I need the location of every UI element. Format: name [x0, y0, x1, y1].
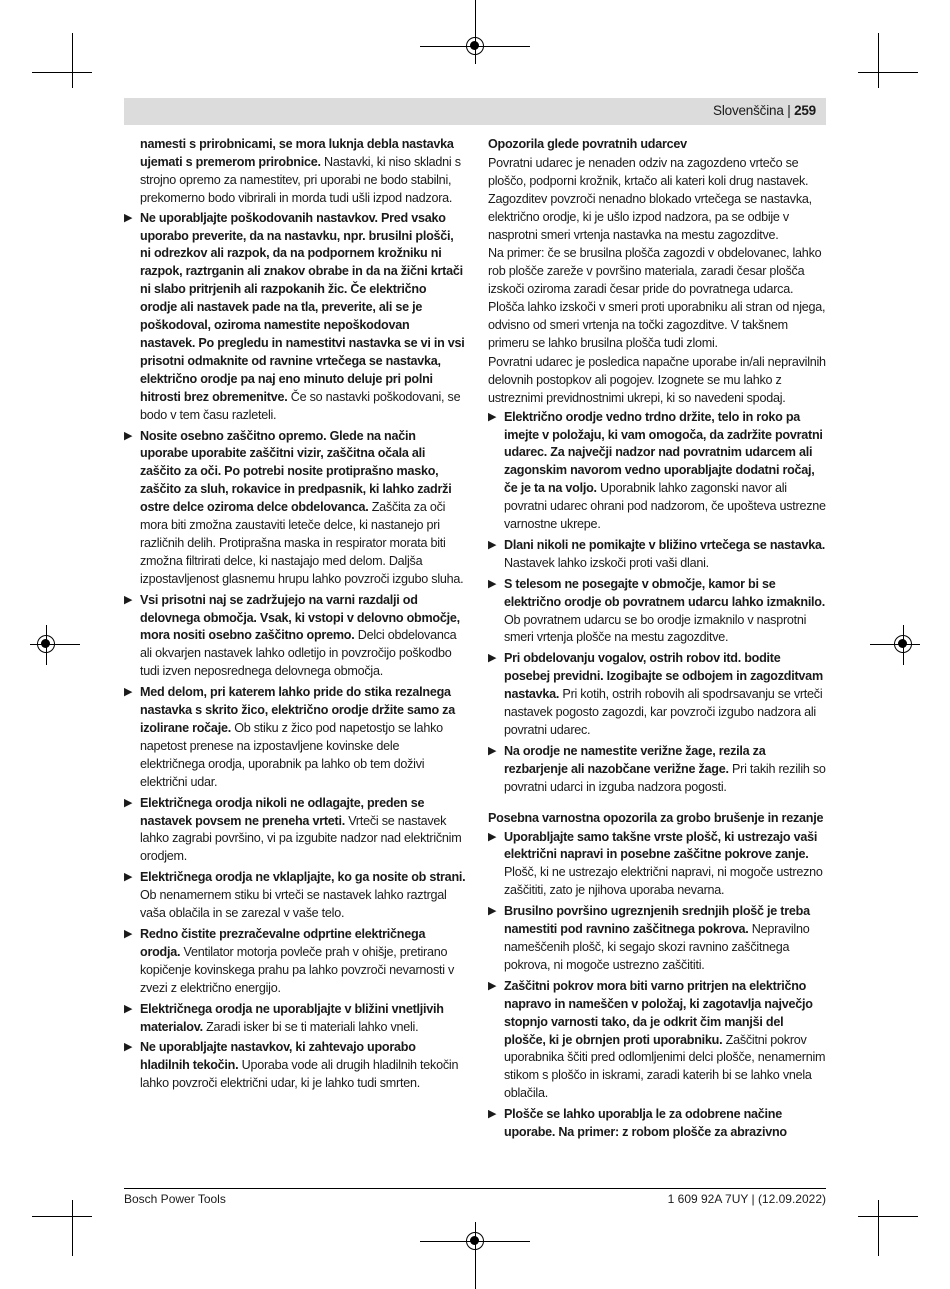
bullet-body-text: Uporaba vode ali drugih hladilnih tekočin lahko povzroči električni udar, ki je lahko tudi smrten. [140, 1058, 459, 1091]
bullet-arrow-icon: ▶ [124, 429, 133, 442]
bullet-bold-text: Pri obdelovanju vogalov, ostrih robov itd. bodite posebej previdni. Izogibajte se odbojem in zagozditvam nastavka. [504, 651, 823, 702]
page-number: 259 [794, 103, 816, 118]
crop-mark [72, 33, 73, 88]
bullet-body-text: Vrteči se nastavek lahko zagrabi površino, vi pa izgubite nadzor nad električnim orodjem. [140, 813, 462, 864]
bullet-arrow-icon: ▶ [124, 871, 133, 884]
crop-mark [72, 1200, 73, 1256]
bullet-body-text: Zaščita za oči mora biti zmožna zaustaviti leteče delce, ki nastanejo pri različnih delih. Protiprašna maska in respirator morata biti zmožna filtrirati delce, ki nastajajo med delom. Daljša izpostavljenost glasnemu hrupu lahko povzroči izgubo sluha. [140, 500, 464, 586]
bullet-arrow-icon: ▶ [488, 577, 497, 590]
bullet-bold-text: Brusilno površino ugreznjenih srednjih plošč je treba namestiti pod ravnino zaščitnega pokrova. [504, 904, 810, 937]
body-paragraph: Povratni udarec je posledica napačne uporabe in/ali nepravilnih delovnih postopkov ali pogojev. Izognete se mu lahko z ustreznimi previdnostnimi ukrepi, ki so navedeni spodaj. [488, 354, 826, 405]
bullet-arrow-icon: ▶ [124, 796, 133, 809]
bullet-bold-text: Ne uporabljajte poškodovanih nastavkov. Pred vsako uporabo preverite, da na nastavku, npr. brusilni plošči, ni odrezkov ali razpok, da na podpornem krožniku ni razpok, raztrganin ali znakov obrabe in da na žični krtači ni slabo pritrjenih ali razpokanih žic. Če električno orodje ali nastavek pade na tla, preverite, ali se je poškodoval, oziroma namestite nepoškodovan nastavek. Po pregledu in namestitvi nastavka se vi in vsi prisotni odmaknite od ravnine vrtečega se nastavka, električno orodje pa naj eno minuto deluje pri polni hitrosti brez obremenitve. [140, 210, 465, 404]
bullet-item [124, 926, 466, 998]
bullet-item [488, 537, 828, 573]
bullet-body-text: Ventilator motorja povleče prah v ohišje, pretirano kopičenje kovinskega prahu pa lahko povzroči nevarnosti v zvezi z električno energijo. [140, 944, 455, 995]
continuation-paragraph [140, 136, 466, 208]
bullet-body-text: Pri takih rezilih so povratni udarci in izguba nadzora pogosti. [504, 761, 826, 794]
bullet-item [124, 210, 466, 425]
bullet-body-text: Uporabnik lahko zagonski navor ali povratni udarec ohrani pod nadzorom, če upošteva ustrezne varnostne ukrepe. [504, 481, 826, 532]
bullet-arrow-icon: ▶ [124, 1041, 133, 1054]
bullet-arrow-icon: ▶ [124, 927, 133, 940]
bullet-arrow-icon: ▶ [488, 1108, 497, 1121]
bullet-bold-text: Zaščitni pokrov mora biti varno pritrjen na električno napravo in nameščen v položaj, ki zagotavlja največjo stopnjo varnosti tako, da je odkrit čim manjši del plošče, ki je obrnjen proti uporabniku. [504, 978, 813, 1047]
bullet-item [488, 1106, 828, 1142]
section-heading: Posebna varnostna opozorila za grobo brušenje in rezanje [488, 810, 824, 825]
bullet-bold-text: Na orodje ne namestite verižne žage, rezila za rezbarjenje ali nazobčane verižne žage. [504, 743, 766, 776]
registration-target-icon [466, 1232, 484, 1250]
bullet-item [488, 903, 828, 975]
bullet-arrow-icon: ▶ [488, 744, 497, 757]
bullet-body-text: Če so nastavki poškodovani, se bodo v tem času razleteli. [140, 389, 461, 422]
bullet-body-text: Ob stiku z žico pod napetostjo se lahko napetost prenese na izpostavljene kovinske dele električnega orodja, uporabnik pa lahko ob tem doživi električni udar. [140, 721, 443, 789]
crop-mark [858, 72, 918, 73]
bullet-arrow-icon: ▶ [488, 538, 497, 551]
bullet-item [488, 650, 828, 740]
bullet-arrow-icon: ▶ [488, 410, 497, 423]
registration-target-icon [894, 635, 912, 653]
bullet-item [488, 576, 828, 648]
bullet-bold-text: Ne uporabljajte nastavkov, ki zahtevajo uporabo hladilnih tekočin. [140, 1040, 416, 1073]
registration-target-icon [37, 635, 55, 653]
crop-mark [32, 1216, 92, 1217]
bullet-item [124, 684, 466, 791]
bullet-item [488, 978, 828, 1103]
footer-doc-id: 1 609 92A 7UY | (12.09.2022) [667, 1192, 826, 1206]
bullet-arrow-icon: ▶ [488, 979, 497, 992]
header-language: Slovenščina [713, 103, 784, 118]
bullet-item [124, 428, 466, 589]
bullet-bold-text: Dlani nikoli ne pomikajte v bližino vrtečega se nastavka. [504, 537, 826, 552]
bullet-arrow-icon: ▶ [124, 1002, 133, 1015]
bullet-bold-text: Električnega orodja nikoli ne odlagajte, preden se nastavek povsem ne preneha vrteti. [140, 795, 425, 828]
bullet-body-text: Delci obdelovanca ali okvarjen nastavek lahko odletijo in povzročijo poškodbo tudi izven neposrednega delovnega območja. [140, 628, 457, 679]
bullet-bold-text: Električno orodje vedno trdno držite, telo in roko pa imejte v položaju, ki vam omogoča, da zadržite povratni udarec. Za največji nadzor nad povratnim udarcem ali zagonskim navorom vedno uporabljajte dodatni ročaj, če je ta na voljo. [504, 409, 823, 496]
bullet-bold-text: S telesom ne posegajte v območje, kamor bi se električno orodje ob povratnem udarcu lahko izmaknilo. [504, 576, 826, 609]
crop-mark [878, 1200, 879, 1256]
crop-mark [858, 1216, 918, 1217]
bullet-body-text: Pri kotih, ostrih robovih ali spodrsavanju se vrteči nastavek pogosto zagozdi, kar povzroči izgubo nadzora ali povratni udarec. [504, 687, 823, 737]
bullet-arrow-icon: ▶ [488, 905, 497, 918]
footer-brand: Bosch Power Tools [124, 1192, 226, 1206]
bullet-bold-text: Vsi prisotni naj se zadržujejo na varni razdalji od delovnega območja. Vsak, ki vstopi v delovno območje, mora nositi osebno zaščitno opremo. [140, 592, 460, 643]
bullet-body-text: Nastavek lahko izskoči proti vaši dlani. [504, 555, 709, 570]
left-column [124, 136, 466, 1096]
bullet-arrow-icon: ▶ [124, 211, 133, 224]
page-header [124, 98, 826, 125]
bullet-body-text: Nepravilno nameščenih plošč, ki segajo skozi ravnino zaščitnega pokrova, ni mogoče ustrezno zaščititi. [504, 922, 810, 972]
bullet-arrow-icon: ▶ [488, 652, 497, 665]
bullet-item [124, 869, 466, 923]
footer-rule [124, 1188, 826, 1189]
body-text: Nastavki, ki niso skladni s strojno opremo za namestitev, pri uporabi ne bodo stabilni, prekomerno bodo vibrirali in morda tudi ušli izpod nadzora. [140, 154, 461, 205]
section-heading: Opozorila glede povratnih udarcev [488, 137, 687, 151]
bullet-bold-text: Električnega orodja ne vklapljajte, ko ga nosite ob strani. [140, 870, 466, 885]
bullet-bold-text: Električnega orodja ne uporabljajte v bližini vnetljivih materialov. [140, 1001, 444, 1034]
body-paragraph: Na primer: če se brusilna plošča zagozdi v obdelovanec, lahko rob plošče zareže v površino materiala, zaradi česar plošča izskoči oziroma zaradi česar pride do povratnega udarca. Plošča lahko izskoči v smeri proti uporabniku ali stran od njega, odvisno od smeri vrtenja na točki zagozditve. V takšnem primeru se lahko brusilna plošča tudi zlomi. [488, 246, 826, 350]
right-column [488, 136, 828, 1145]
bullet-item [124, 795, 466, 867]
bullet-bold-text: Nosite osebno zaščitno opremo. Glede na način uporabe uporabite zaščitni vizir, zaščitna očala ali zaščito za oči. Po potrebi nosite protiprašno masko, zaščito za sluh, rokavice in predpasnik, ki lahko zadrži ostre delce oziroma delce obdelovanca. [140, 428, 452, 515]
bullet-body-text: Ob povratnem udarcu se bo orodje izmaknilo v nasprotni smeri vrtenja plošče na mestu zagozditve. [504, 612, 807, 645]
bullet-item [124, 592, 466, 682]
header-text [713, 103, 816, 118]
bullet-body-text: Plošč, ki ne ustrezajo električni napravi, ni mogoče ustrezno zaščititi, zato je njihova uporaba nevarna. [504, 865, 823, 898]
body-paragraph: Povratni udarec je nenaden odziv na zagozdeno vrtečo se ploščo, podporni krožnik, krtačo ali kateri koli drug nastavek. Zagozditev povzroči nenadno blokado vrtečega se nastavka, električno orodje, ki je ušlo izpod nadzora, pa se odbije v nasprotni smeri vrtenja nastavka na mestu zagozditve. [488, 155, 812, 242]
bullet-body-text: Zaščitni pokrov uporabnika ščiti pred odlomljenimi delci plošče, nenamernim stikom s ploščo in iskrami, zaradi katerih bi se lahko vnela oblačila. [504, 1032, 826, 1101]
bullet-body-text: Zaradi isker bi se ti materiali lahko vneli. [202, 1019, 419, 1034]
bullet-bold-text: Plošče se lahko uporablja le za odobrene načine uporabe. Na primer: z robom plošče za abrazivno [504, 1107, 787, 1140]
bullet-arrow-icon: ▶ [488, 830, 497, 843]
crop-mark [878, 33, 879, 88]
bullet-bold-text: Uporabljajte samo takšne vrste plošč, ki ustrezajo vaši električni napravi in posebne zaščitne pokrove zanje. [504, 829, 818, 862]
bullet-item [488, 743, 828, 797]
registration-target-icon [466, 37, 484, 55]
bullet-item [124, 1039, 466, 1093]
bullet-arrow-icon: ▶ [124, 593, 133, 606]
crop-mark [32, 72, 92, 73]
bullet-arrow-icon: ▶ [124, 686, 133, 699]
bullet-body-text: Ob nenamernem stiku bi vrteči se nastavek lahko raztrgal vaša oblačila in se zarezal v vaše telo. [140, 888, 447, 921]
bullet-item [488, 829, 828, 901]
header-separator: | [787, 103, 791, 118]
bullet-item [124, 1001, 466, 1037]
bullet-item [488, 409, 828, 534]
bullet-bold-text: Med delom, pri katerem lahko pride do stika rezalnega nastavka s skrito žico, električno orodje držite samo za izolirane ročaje. [140, 685, 455, 735]
bullet-bold-text: Redno čistite prezračevalne odprtine električnega orodja. [140, 926, 426, 959]
bold-text: namesti s prirobnicami, se mora luknja debla nastavka ujemati s premerom prirobnice. [140, 137, 454, 169]
